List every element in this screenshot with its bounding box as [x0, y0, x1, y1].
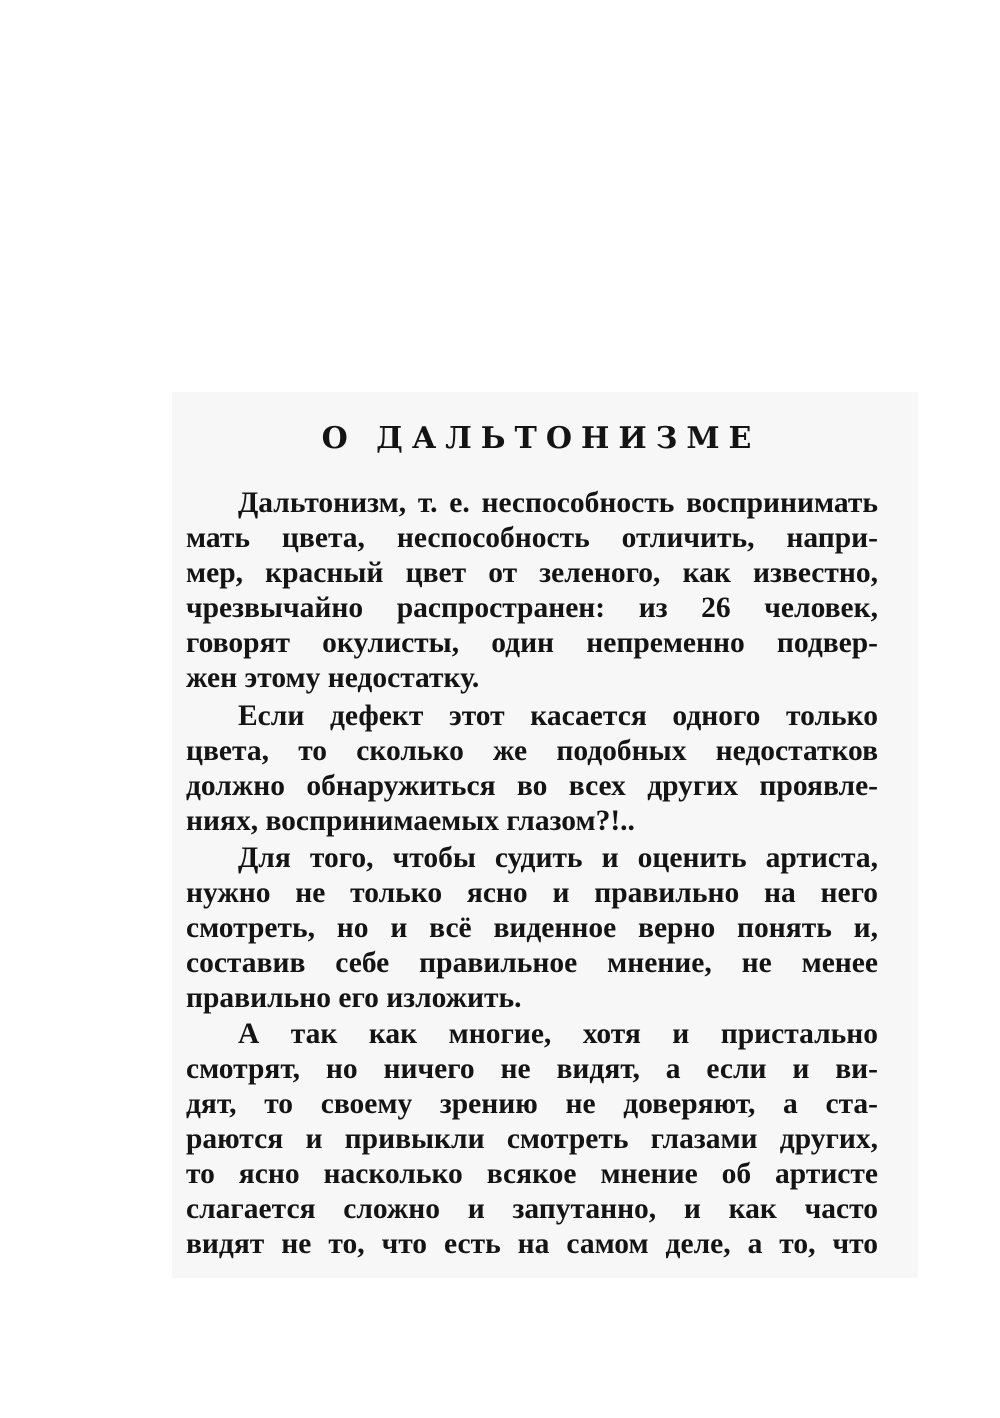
text-line: цвета, то сколько же подобных недостатков — [186, 735, 878, 767]
text-line: смотреть, но и всё виденное верно понять и, — [186, 912, 878, 944]
text-line: А так как многие, хотя и пристально — [238, 1018, 878, 1050]
text-line: нужно не только ясно и правильно на него — [186, 877, 878, 909]
text-line: жен этому недостатку. — [186, 662, 480, 694]
text-line: чрезвычайно распространен: из 26 человек, — [186, 592, 878, 624]
text-line: мер, красный цвет от зеленого, как известно, — [186, 557, 878, 589]
text-line: раются и привыкли смотреть глазами других, — [186, 1123, 878, 1155]
page-title: О ДАЛЬТОНИЗМЕ — [321, 421, 761, 456]
text-line: видят не то, что есть на самом деле, а то, что — [186, 1228, 878, 1260]
text-line: то ясно насколько всякое мнение об артисте — [186, 1158, 878, 1190]
text-line: дят, то своему зрению не доверяют, а ста- — [186, 1088, 878, 1120]
text-line: мать цвета, неспособность отличить, напри- — [186, 522, 878, 554]
text-line: составив себе правильное мнение, не менее — [186, 947, 878, 979]
text-line: должно обнаружиться во всех других проявле- — [186, 770, 878, 802]
text-line: слагается сложно и запутанно, и как часто — [186, 1193, 878, 1225]
text-line: смотрят, но ничего не видят, а если и ви- — [186, 1053, 878, 1085]
text-line: Для того, чтобы судить и оценить артиста, — [238, 842, 878, 874]
text-line: правильно его изложить. — [186, 982, 522, 1014]
text-line: ниях, воспринимаемых глазом?!.. — [186, 805, 635, 837]
text-line: Если дефект этот касается одного только — [238, 700, 878, 732]
text-line: говорят окулисты, один непременно подвер- — [186, 627, 878, 659]
text-line: Дальтонизм, т. е. неспособность воспринимать — [238, 487, 878, 519]
